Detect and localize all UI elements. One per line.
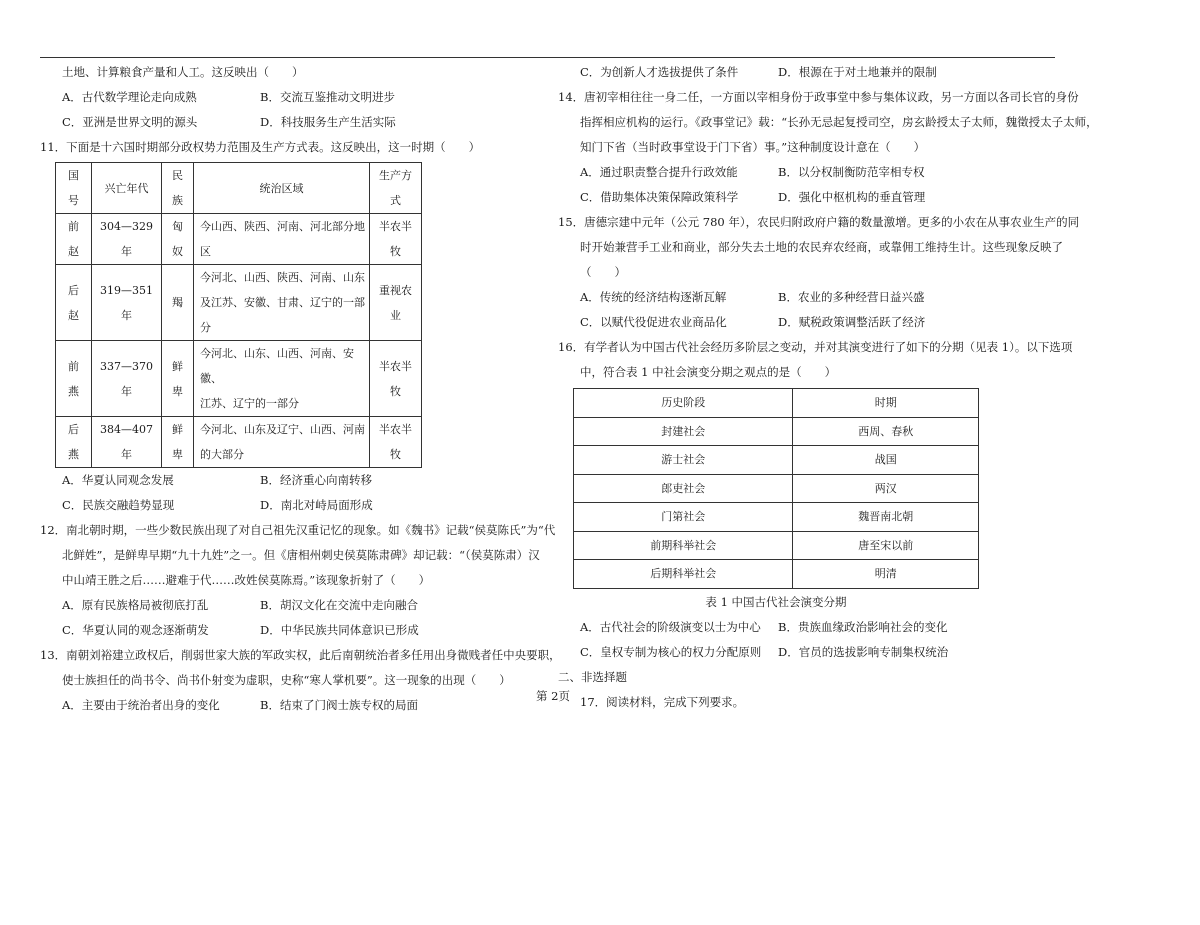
table-cell: 304—329 年 bbox=[92, 214, 162, 265]
table-row bbox=[574, 417, 979, 446]
stem-line: 使士族担任的尚书令、尚书仆射变为虚职，史称“寒人掌机要”。这一现象的出现（ ） bbox=[62, 673, 511, 687]
stem-line: （ ） bbox=[580, 265, 626, 279]
table-row bbox=[56, 341, 422, 417]
q12-options bbox=[40, 593, 545, 643]
option-text: B．胡汉文化在交流中走向融合 bbox=[260, 598, 418, 612]
q11-table bbox=[55, 162, 422, 468]
q16-table bbox=[573, 388, 979, 589]
option-text: A．主要由于统治者出身的变化 bbox=[62, 698, 220, 712]
right-column bbox=[558, 60, 1098, 715]
table-cell: 今河北、山东及辽宁、山西、河南 的大部分 bbox=[194, 417, 370, 468]
table-cell: 匈 奴 bbox=[162, 214, 194, 265]
option-text: D．南北对峙局面形成 bbox=[260, 498, 373, 512]
table-cell: 明清 bbox=[793, 560, 979, 589]
option-row bbox=[40, 493, 545, 518]
table-cell: 鲜 卑 bbox=[162, 417, 194, 468]
table-row bbox=[574, 560, 979, 589]
table-cell: 羯 bbox=[162, 265, 194, 341]
table-cell: 前期科举社会 bbox=[574, 531, 793, 560]
table-cell: 游士社会 bbox=[574, 446, 793, 475]
option-row bbox=[40, 693, 545, 718]
stem-line: 16．有学者认为中国古代社会经历多阶层之变动，并对其演变进行了如下的分期（见表 1）。以下选项 bbox=[558, 340, 1073, 354]
table-cell: 319—351 年 bbox=[92, 265, 162, 341]
table-header-cell: 历史阶段 bbox=[574, 389, 793, 418]
option-text: A．原有民族格局被彻底打乱 bbox=[62, 598, 209, 612]
option-row bbox=[40, 618, 545, 643]
stem-line: 中，符合表 1 中社会演变分期之观点的是（ ） bbox=[580, 365, 837, 379]
option-text: D．赋税政策调整活跃了经济 bbox=[778, 315, 926, 329]
q17-stem: 17．阅读材料，完成下列要求。 bbox=[580, 694, 745, 709]
option-text: C．以赋代役促进农业商品化 bbox=[580, 315, 727, 329]
option-row bbox=[558, 310, 1058, 335]
table-cell: 今山西、陕西、河南、河北部分地 区 bbox=[194, 214, 370, 265]
q16-table-caption: 表 1 中国古代社会演变分期 bbox=[705, 594, 847, 609]
option-text: B．经济重心向南转移 bbox=[260, 473, 372, 487]
table-header-cell: 生产方 式 bbox=[370, 163, 422, 214]
option-text: D．中华民族共同体意识已形成 bbox=[260, 623, 419, 637]
option-text: C．皇权专制为核心的权力分配原则 bbox=[580, 644, 762, 659]
option-text: D．根源在于对土地兼并的限制 bbox=[778, 65, 937, 79]
table-cell: 后期科举社会 bbox=[574, 560, 793, 589]
table-header-row bbox=[574, 389, 979, 418]
table-row bbox=[56, 417, 422, 468]
table-cell: 两汉 bbox=[793, 474, 979, 503]
option-row bbox=[558, 60, 1058, 85]
header-rule bbox=[40, 57, 1055, 58]
section-heading: 二、非选择题 bbox=[558, 669, 627, 684]
table-cell: 前 赵 bbox=[56, 214, 92, 265]
q12-stem bbox=[40, 518, 556, 593]
table-cell: 半农半 牧 bbox=[370, 214, 422, 265]
option-text: D．官员的选拔影响专制集权统治 bbox=[778, 644, 949, 659]
option-text: A．传统的经济结构逐渐瓦解 bbox=[580, 290, 727, 304]
stem-line: 时开始兼营手工业和商业，部分失去土地的农民弃农经商，或靠佣工维持生计。这些现象反映了 bbox=[580, 240, 1063, 254]
table-header-cell: 国 号 bbox=[56, 163, 92, 214]
table-cell: 门第社会 bbox=[574, 503, 793, 532]
stem-line: 中山靖王胜之后……避难于代……改姓侯莫陈焉。”该现象折射了（ ） bbox=[62, 573, 431, 587]
stem-line: 知门下省（当时政事堂设于门下省）事。”这种制度设计意在（ ） bbox=[580, 140, 926, 154]
table-cell: 后 赵 bbox=[56, 265, 92, 341]
q15-options bbox=[558, 285, 1058, 335]
option-row bbox=[40, 85, 545, 110]
q13-stem bbox=[40, 643, 561, 693]
table-cell: 封建社会 bbox=[574, 417, 793, 446]
table-cell: 半农半 牧 bbox=[370, 341, 422, 417]
option-row bbox=[40, 593, 545, 618]
option-text: C．亚洲是世界文明的源头 bbox=[62, 115, 198, 129]
stem-line: 指挥相应机构的运行。《政事堂记》载：“长孙无忌起复授司空，房玄龄授太子太师，魏徵授太子太师， bbox=[580, 115, 1098, 129]
stem-line: 14．唐初宰相往往一身二任，一方面以宰相身份于政事堂中参与集体议政，另一方面以各司长官的身份 bbox=[558, 90, 1079, 104]
q11-stem: 11．下面是十六国时期部分政权势力范围及生产方式表。这反映出，这一时期（ ） bbox=[40, 140, 481, 154]
option-row bbox=[558, 640, 1058, 665]
table-cell: 重视农 业 bbox=[370, 265, 422, 341]
table-row bbox=[56, 265, 422, 341]
q16-options bbox=[558, 615, 1058, 665]
stem-line: 北鲜姓”，是鲜卑早期“九十九姓”之一。但《唐相州刺史侯莫陈肃碑》却记载：“（侯莫陈肃）汉 bbox=[62, 548, 540, 562]
option-text: B．以分权制衡防范宰相专权 bbox=[778, 165, 925, 179]
table-cell: 郎吏社会 bbox=[574, 474, 793, 503]
table-header-cell: 统治区域 bbox=[194, 163, 370, 214]
option-text: B．贵族血缘政治影响社会的变化 bbox=[778, 619, 948, 634]
page-number: 第 2页 bbox=[536, 689, 570, 703]
table-header-cell: 民 族 bbox=[162, 163, 194, 214]
table-header-row bbox=[56, 163, 422, 214]
option-text: C．借助集体决策保障政策科学 bbox=[580, 190, 739, 204]
stem-line: 15．唐德宗建中元年（公元 780 年），农民归附政府户籍的数量激增。更多的小农在从事农业生产的同 bbox=[558, 215, 1080, 229]
q10-options bbox=[40, 85, 545, 135]
option-text: B．结束了门阀士族专权的局面 bbox=[260, 698, 418, 712]
table-row bbox=[574, 503, 979, 532]
q11-options bbox=[40, 468, 545, 518]
table-cell: 半农半 牧 bbox=[370, 417, 422, 468]
table-cell: 唐至宋以前 bbox=[793, 531, 979, 560]
option-text: B．农业的多种经营日益兴盛 bbox=[778, 290, 925, 304]
option-row bbox=[558, 185, 1058, 210]
q10-stem-tail: 土地、计算粮食产量和人工。这反映出（ ） bbox=[62, 65, 304, 79]
q14-options bbox=[558, 160, 1058, 210]
table-row bbox=[574, 474, 979, 503]
q16-stem bbox=[558, 335, 1073, 385]
option-text: A．古代社会的阶级演变以士为中心 bbox=[580, 619, 761, 634]
option-text: D．科技服务生产生活实际 bbox=[260, 115, 396, 129]
stem-line: 12．南北朝时期，一些少数民族出现了对自己祖先汉重记忆的现象。如《魏书》记载“侯莫陈氏”为“代 bbox=[40, 523, 556, 537]
table-cell: 384—407 年 bbox=[92, 417, 162, 468]
option-row bbox=[558, 160, 1058, 185]
q14-stem bbox=[558, 85, 1098, 160]
option-text: A．古代数学理论走向成熟 bbox=[62, 90, 197, 104]
option-row bbox=[558, 285, 1058, 310]
option-row bbox=[40, 468, 545, 493]
table-cell: 337—370 年 bbox=[92, 341, 162, 417]
table-cell: 魏晋南北朝 bbox=[793, 503, 979, 532]
q13-options-continued bbox=[558, 60, 1058, 85]
table-cell: 战国 bbox=[793, 446, 979, 475]
table-cell: 后 燕 bbox=[56, 417, 92, 468]
stem-line: 13．南朝刘裕建立政权后，削弱世家大族的军政实权，此后南朝统治者多任用出身微贱者任中央要职， bbox=[40, 648, 561, 662]
table-cell: 今河北、山东、山西、河南、安徽、 江苏、辽宁的一部分 bbox=[194, 341, 370, 417]
table-cell: 西周、春秋 bbox=[793, 417, 979, 446]
table-row bbox=[56, 214, 422, 265]
table-header-cell: 兴亡年代 bbox=[92, 163, 162, 214]
q13-options bbox=[40, 693, 545, 718]
option-text: A．通过职责整合提升行政效能 bbox=[580, 165, 738, 179]
option-text: D．强化中枢机构的垂直管理 bbox=[778, 190, 926, 204]
option-text: C．华夏认同的观念逐渐萌发 bbox=[62, 623, 209, 637]
option-row bbox=[558, 615, 1058, 640]
option-text: C．民族交融趋势显现 bbox=[62, 498, 175, 512]
table-row bbox=[574, 446, 979, 475]
table-row bbox=[574, 531, 979, 560]
option-text: A．华夏认同观念发展 bbox=[62, 473, 174, 487]
option-text: B．交流互鉴推动文明进步 bbox=[260, 90, 395, 104]
table-cell: 今河北、山西、陕西、河南、山东 及江苏、安徽、甘肃、辽宁的一部 分 bbox=[194, 265, 370, 341]
option-row bbox=[40, 110, 545, 135]
option-text: C．为创新人才选拔提供了条件 bbox=[580, 65, 739, 79]
table-header-cell: 时期 bbox=[793, 389, 979, 418]
table-cell: 鲜 卑 bbox=[162, 341, 194, 417]
q15-stem bbox=[558, 210, 1080, 285]
table-cell: 前 燕 bbox=[56, 341, 92, 417]
